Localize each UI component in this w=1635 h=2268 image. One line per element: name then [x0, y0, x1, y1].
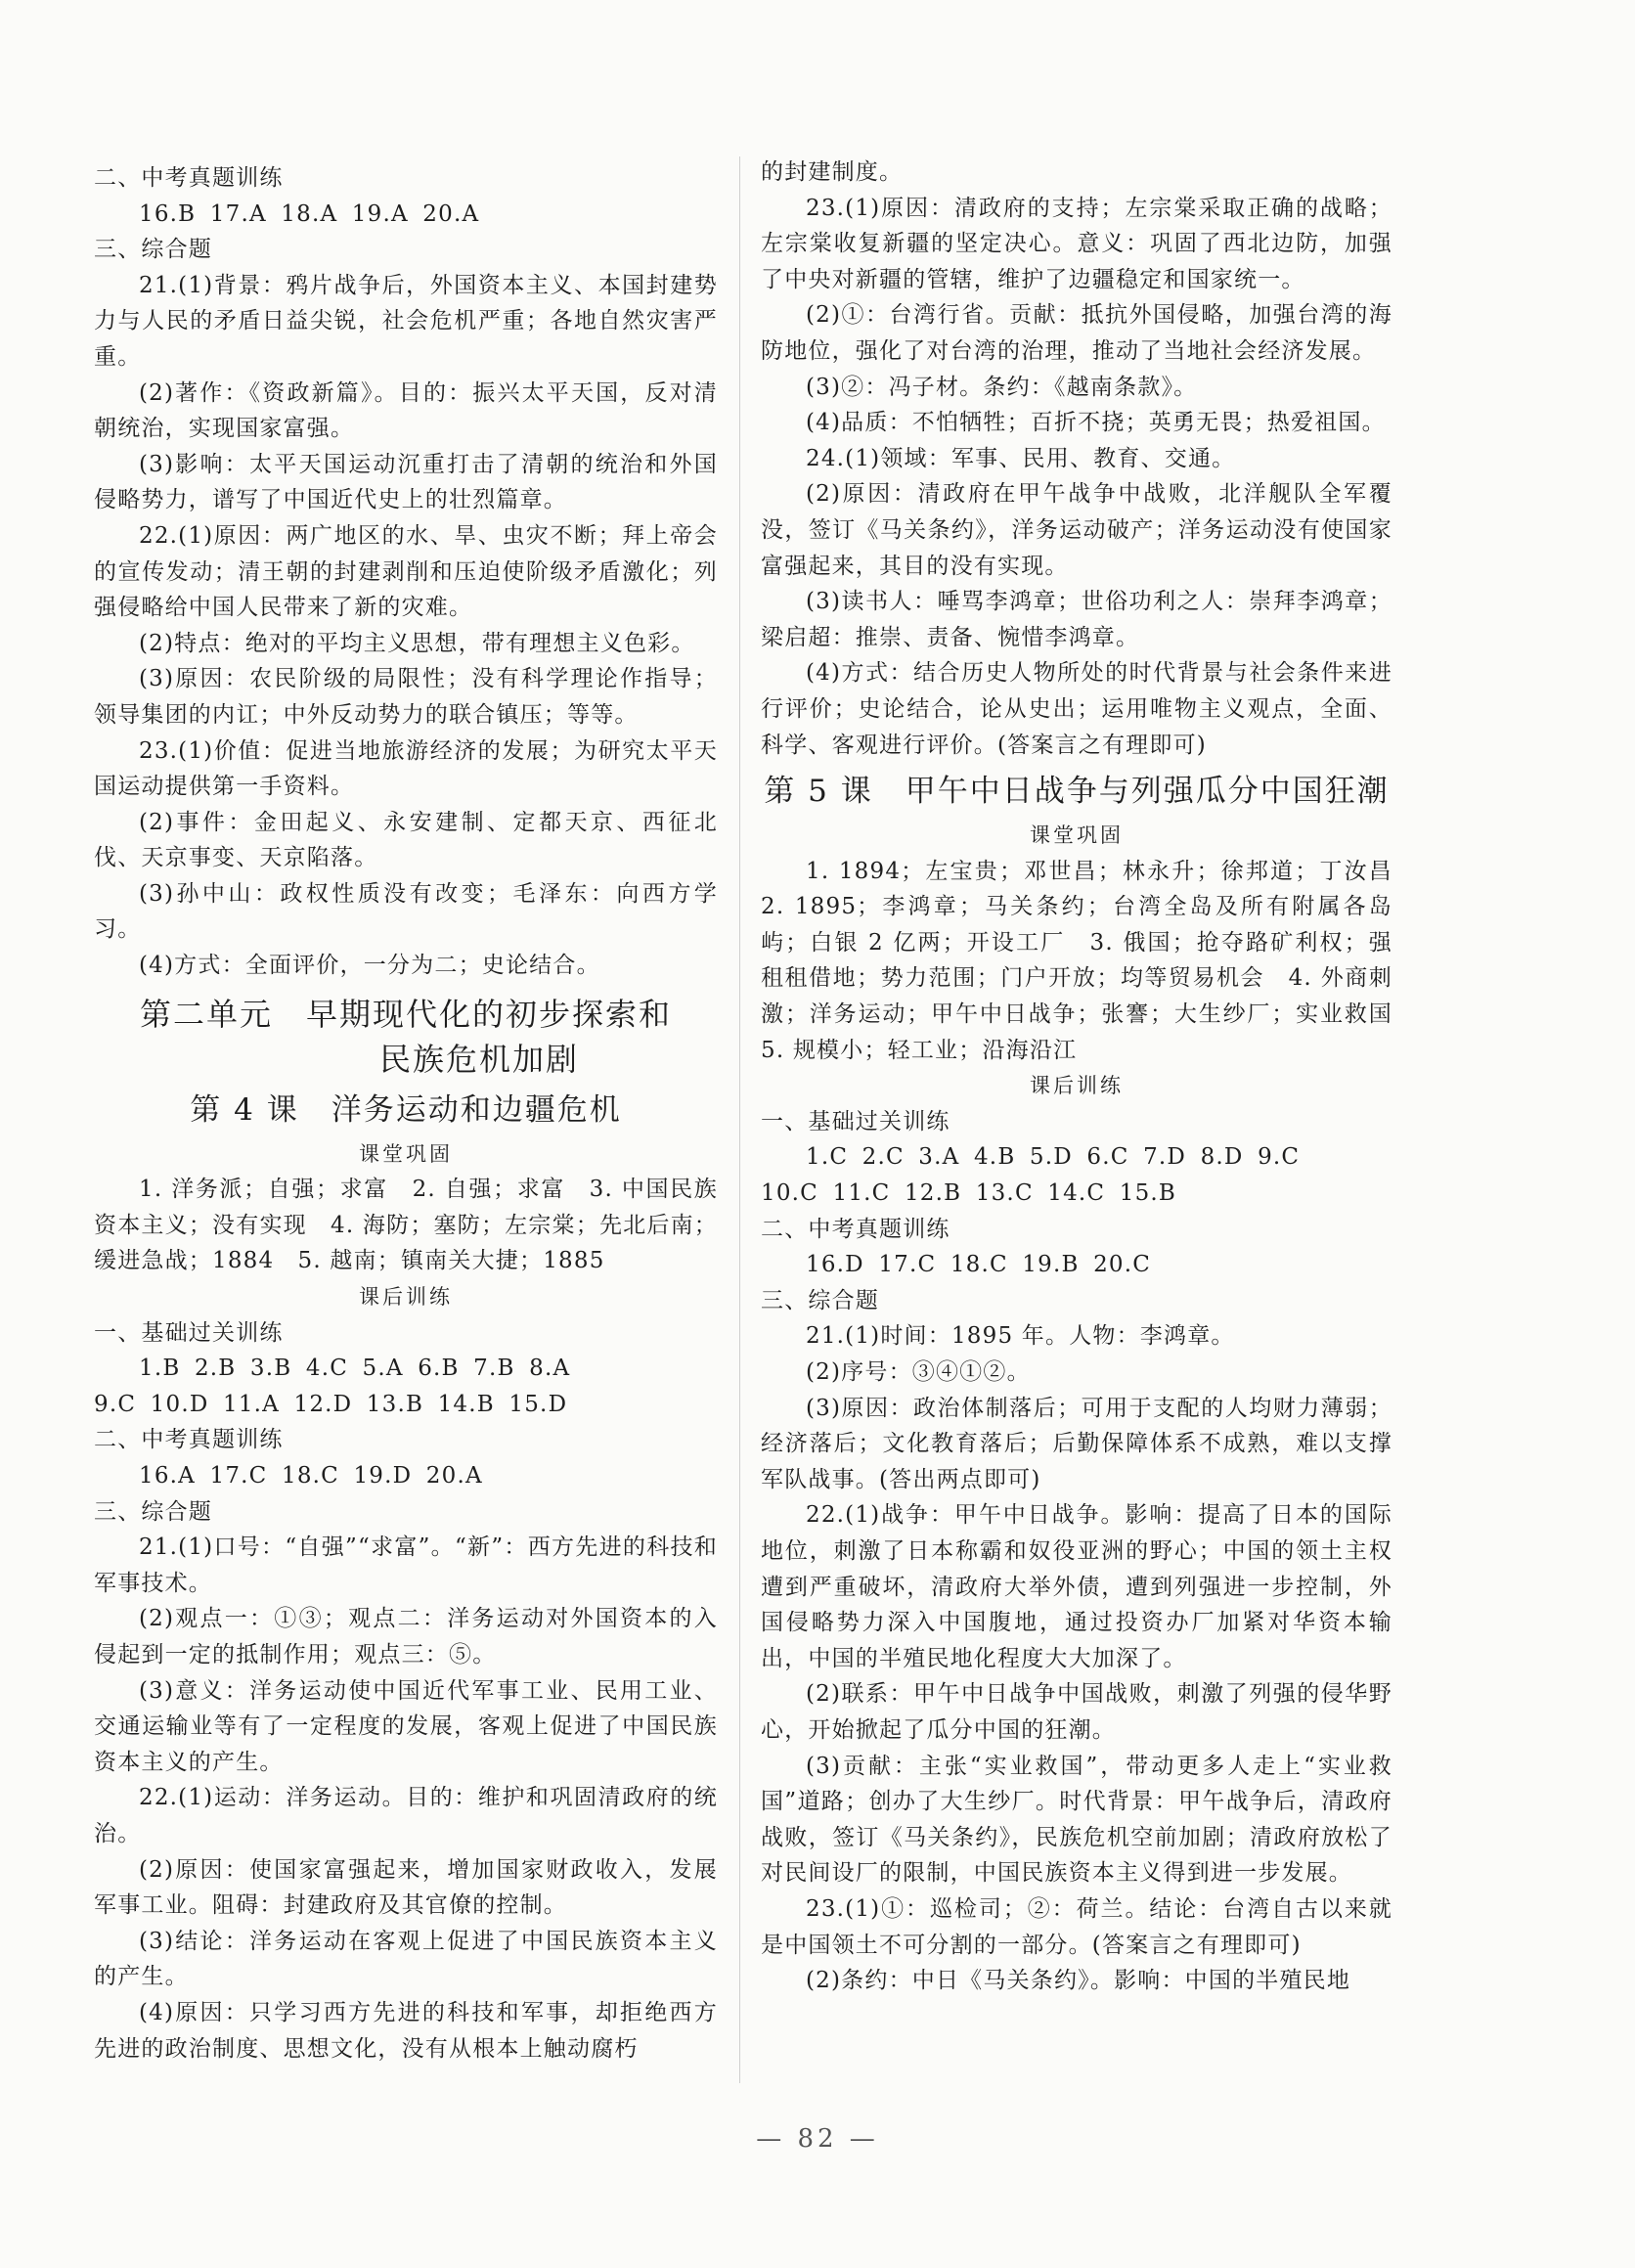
section-heading: 三、综合题: [761, 1287, 879, 1313]
answer-paragraph: 23.(1)①：巡检司；②：荷兰。结论：台湾自古以来就是中国领土不可分割的一部分。(答案言之有理即可): [761, 1895, 1392, 1958]
answer-paragraph: (4)品质：不怕牺牲；百折不挠；英勇无畏；热爱祖国。: [806, 410, 1386, 436]
after-class-label: 课后训练: [1030, 1074, 1124, 1098]
answer-paragraph: 9.C 10.D 11.A 12.D 13.B 14.B 15.D: [94, 1391, 568, 1417]
classroom-label: 课堂巩固: [359, 1141, 453, 1166]
left-bottom-blocks: [94, 1315, 718, 2067]
answer-paragraph: (3)原因：政治体制落后；可用于支配的人均财力薄弱；经济落后；文化教育落后；后勤保障体系不成熟，难以支撑军队战事。(答出两点即可): [761, 1395, 1392, 1492]
section-heading: 三、综合题: [94, 237, 212, 263]
answer-paragraph: (3)②：冯子材。条约：《越南条款》。: [806, 374, 1198, 400]
unit-title-line1: 第二单元 早期现代化的初步探索和: [139, 995, 672, 1033]
answer-paragraph: (3)影响：太平天国运动沉重打击了清朝的统治和外国侵略势力，谱写了中国近代史上的壮烈篇章。: [94, 451, 718, 513]
section-heading: 二、中考真题训练: [94, 1427, 284, 1453]
classroom-label: 课堂巩固: [1030, 823, 1124, 848]
page-number: — 82 —: [756, 2124, 879, 2154]
section-heading: 一、基础过关训练: [761, 1108, 950, 1134]
answer-paragraph: (2)原因：清政府在甲午战争中战败，北洋舰队全军覆没，签订《马关条约》，洋务运动破产；洋务运动没有使国家富强起来，其目的没有实现。: [761, 481, 1392, 579]
answer-paragraph: (3)孙中山：政权性质没有改变；毛泽东：向西方学习。: [94, 880, 718, 943]
answer-paragraph: 24.(1)领域：军事、民用、教育、交通。: [806, 445, 1236, 471]
lesson-4-title: 第 4 课 洋务运动和边疆危机: [190, 1091, 622, 1128]
answer-paragraph: (2)著作：《资政新篇》。目的：振兴太平天国，反对清朝统治，实现国家富强。: [94, 379, 718, 442]
answer-paragraph: (2)序号：③④①②。: [806, 1359, 1031, 1385]
classroom-answers: 1. 洋务派；自强；求富 2. 自强；求富 3. 中国民族资本主义；没有实现 4. 海防；塞防；左宗棠；先北后南；缓进急战；1884 5. 越南；镇南关大捷；1885: [94, 1177, 718, 1274]
answer-paragraph: 16.D 17.C 18.C 19.B 20.C: [806, 1252, 1152, 1278]
unit-title-line2: 民族危机加剧: [378, 1040, 579, 1078]
answer-paragraph: 23.(1)原因：清政府的支持；左宗棠采取正确的战略；左宗棠收复新疆的坚定决心。意义：巩固了西北边防，加强了中央对新疆的管辖，维护了边疆稳定和国家统一。: [761, 195, 1392, 292]
answer-paragraph: (4)方式：结合历史人物所处的时代背景与社会条件来进行评价；史论结合，论从史出；运用唯物主义观点，全面、科学、客观进行评价。(答案言之有理即可): [761, 660, 1392, 758]
right-bottom-blocks: [761, 1104, 1392, 1999]
answer-paragraph: (2)事件：金田起义、永安建制、定都天京、西征北伐、天京事变、天京陷落。: [94, 809, 718, 871]
answer-paragraph: 22.(1)运动：洋务运动。目的：维护和巩固清政府的统治。: [94, 1785, 718, 1846]
answer-paragraph: (2)观点一：①③；观点二：洋务运动对外国资本的入侵起到一定的抵制作用；观点三：⑤。: [94, 1606, 718, 1668]
answer-paragraph: 10.C 11.C 12.B 13.C 14.C 15.B: [761, 1180, 1177, 1207]
left-top-blocks: [94, 160, 718, 984]
right-top-blocks: [761, 155, 1392, 763]
answer-paragraph: 1.C 2.C 3.A 4.B 5.D 6.C 7.D 8.D 9.C: [806, 1144, 1301, 1171]
answer-paragraph: (2)①：台湾行省。贡献：抵抗外国侵略，加强台湾的海防地位，强化了对台湾的治理，推动了当地社会经济发展。: [761, 302, 1392, 364]
section-heading: 三、综合题: [94, 1498, 212, 1525]
column-divider: [739, 156, 740, 2083]
answer-paragraph: (4)方式：全面评价，一分为二；史论结合。: [139, 953, 600, 979]
answer-paragraph: (2)特点：绝对的平均主义思想，带有理想主义色彩。: [139, 630, 695, 656]
answer-paragraph: 16.B 17.A 18.A 19.A 20.A: [139, 200, 480, 227]
answer-paragraph: (3)意义：洋务运动使中国近代军事工业、民用工业、交通运输业等有了一定程度的发展，客观上促进了中国民族资本主义的产生。: [94, 1677, 718, 1775]
answer-paragraph: (3)贡献：主张“实业救国”，带动更多人走上“实业救国”道路；创办了大生纱厂。时代背景：甲午战争后，清政府战败，签订《马关条约》，民族危机空前加剧；清政府放松了对民间设厂的限制，中国民族资本主义得到进一步发展。: [761, 1753, 1392, 1887]
answer-paragraph: (4)原因：只学习西方先进的科技和军事，却拒绝西方先进的政治制度、思想文化，没有从根本上触动腐朽: [94, 1999, 718, 2062]
answer-paragraph: (2)原因：使国家富强起来，增加国家财政收入，发展军事工业。阻碍：封建政府及其官僚的控制。: [94, 1856, 718, 1919]
answer-paragraph: 16.A 17.C 18.C 19.D 20.A: [139, 1463, 483, 1489]
answer-paragraph: 1.B 2.B 3.B 4.C 5.A 6.B 7.B 8.A: [139, 1356, 571, 1382]
answer-paragraph: (3)读书人：唾骂李鸿章；世俗功利之人：崇拜李鸿章；梁启超：推崇、责备、惋惜李鸿章。: [761, 589, 1392, 650]
section-heading: 一、基础过关训练: [94, 1319, 284, 1346]
answer-paragraph: 21.(1)背景：鸦片战争后，外国资本主义、本国封建势力与人民的矛盾日益尖锐，社会危机严重；各地自然灾害严重。: [94, 272, 718, 370]
answer-paragraph: 21.(1)口号：“自强”“求富”。“新”：西方先进的科技和军事技术。: [94, 1534, 718, 1596]
section-heading: 二、中考真题训练: [761, 1216, 950, 1242]
answer-paragraph: (2)联系：甲午中日战争中国战败，刺激了列强的侵华野心，开始掀起了瓜分中国的狂潮。: [761, 1681, 1392, 1743]
answer-paragraph: (2)条约：中日《马关条约》。影响：中国的半殖民地: [806, 1968, 1351, 1994]
left-column: [94, 160, 718, 2067]
section-heading: 的封建制度。: [761, 159, 904, 185]
answer-paragraph: 22.(1)战争：甲午中日战争。影响：提高了日本的国际地位，刺激了日本称霸和奴役亚洲的野心；中国的领土主权遭到严重破坏，清政府大举外债，遭到列强进一步控制，外国侵略势力深入中国腹地，通过投资办厂加紧对华资本输出，中国的半殖民地化程度大大加深了。: [761, 1502, 1392, 1671]
unit-title: [94, 992, 718, 1082]
answer-paragraph: (3)原因：农民阶级的局限性；没有科学理论作指导；领导集团的内讧；中外反动势力的联合镇压；等等。: [94, 666, 718, 728]
lesson-5-title: 第 5 课 甲午中日战争与列强瓜分中国狂潮: [764, 774, 1390, 810]
section-heading: 二、中考真题训练: [94, 165, 284, 191]
answer-paragraph: (3)结论：洋务运动在客观上促进了中国民族资本主义的产生。: [94, 1928, 718, 1990]
answer-paragraph: 22.(1)原因：两广地区的水、旱、虫灾不断；拜上帝会的宣传发动；清王朝的封建剥削和压迫使阶级矛盾激化；列强侵略给中国人民带来了新的灾难。: [94, 522, 718, 621]
answer-paragraph: 23.(1)价值：促进当地旅游经济的发展；为研究太平天国运动提供第一手资料。: [94, 737, 718, 800]
after-class-label: 课后训练: [359, 1285, 453, 1310]
answer-paragraph: 21.(1)时间：1895 年。人物：李鸿章。: [806, 1323, 1235, 1350]
classroom-answers: 1. 1894；左宝贵；邓世昌；林永升；徐邦道；丁汝昌 2. 1895；李鸿章；马关条约；台湾全岛及所有附属各岛屿；白银 2 亿两；开设工厂 3. 俄国；抢夺路矿利权；强租租借地；势力范围；门户开放；均等贸易机会 4. 外商刺激；洋务运动；甲午中日战争；张謇；大生纱厂；实业救国 5. 规模小；轻工业；沿海沿江: [761, 858, 1417, 1063]
right-column: [761, 155, 1417, 1999]
